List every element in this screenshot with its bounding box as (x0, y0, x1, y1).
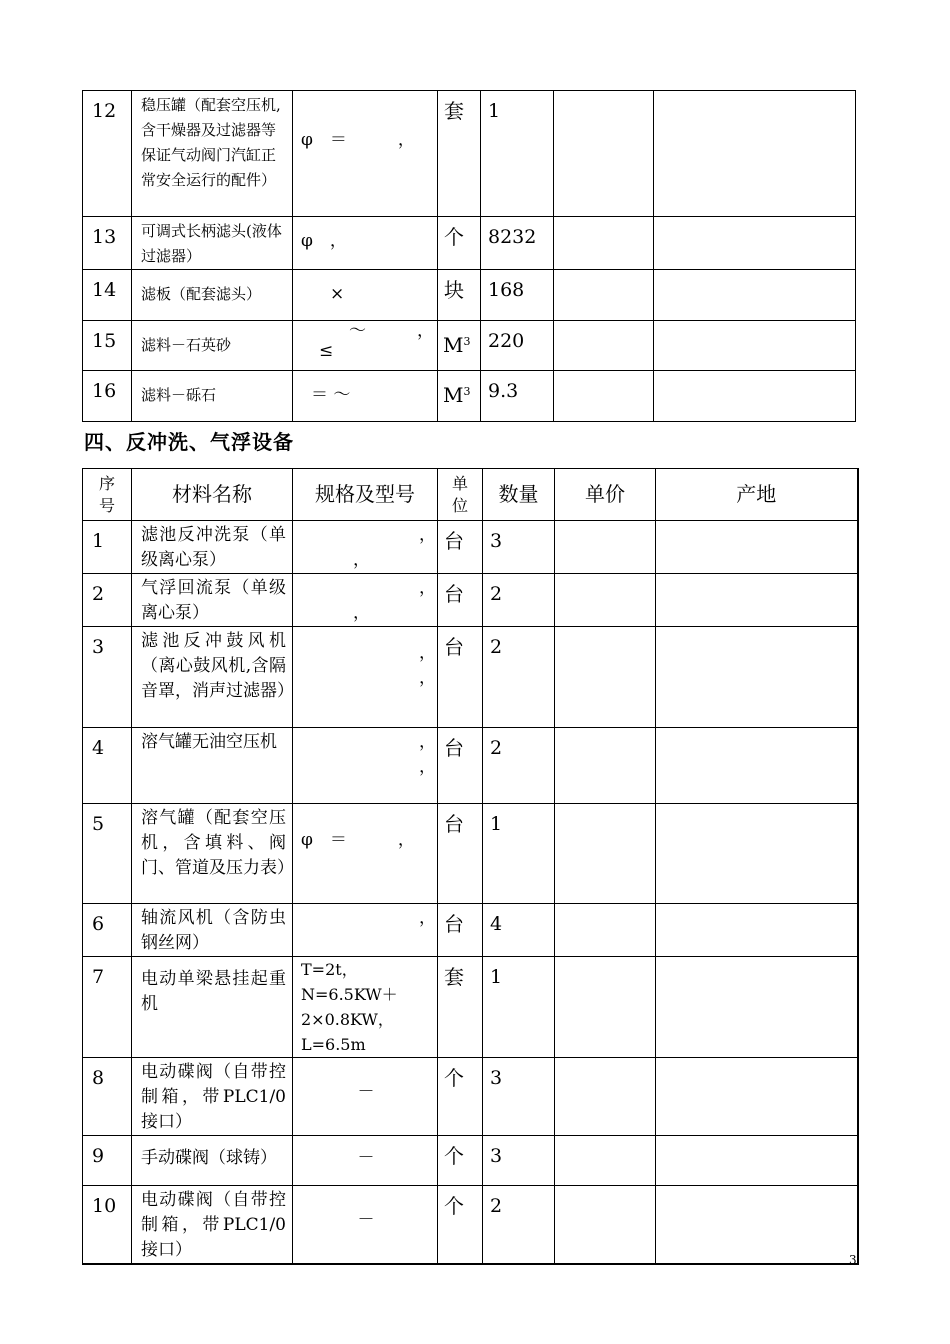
item-name: 滤板（配套滤头） (132, 270, 293, 321)
item-quantity: 3 (483, 521, 555, 574)
row-number: 9 (83, 1136, 132, 1186)
row-number: 7 (83, 957, 132, 1058)
item-spec: － (293, 1136, 438, 1186)
item-name: 滤池反冲洗泵（单级离心泵） (132, 521, 293, 574)
origin-cell (656, 627, 858, 728)
table-row (83, 574, 858, 627)
item-spec: φ ＝ ， (293, 91, 438, 217)
item-name: 稳压罐（配套空压机,含干燥器及过滤器等保证气动阀门汽缸正常安全运行的配件） (132, 91, 293, 217)
table-row (83, 217, 856, 270)
item-name: 滤料－石英砂 (132, 321, 293, 371)
spec-line: ， (419, 908, 436, 928)
item-spec: φ ＝ ， (293, 804, 438, 904)
item-spec: T=2t，N=6.5KW＋2×0.8KW，L=6.5m (293, 957, 438, 1058)
table-row (83, 521, 858, 574)
item-quantity: 4 (483, 904, 555, 957)
table-row (83, 270, 856, 321)
item-quantity: 3 (483, 1058, 555, 1136)
item-quantity: 1 (483, 957, 555, 1058)
item-spec: － (293, 1058, 438, 1136)
table-row (83, 91, 856, 217)
table-row (83, 1186, 858, 1265)
table-row (83, 1136, 858, 1186)
table-row (83, 627, 858, 728)
table-row (83, 728, 858, 804)
item-name: 电动碟阀（自带控制箱，带PLC1/0接口） (132, 1186, 293, 1265)
item-quantity: 1 (483, 804, 555, 904)
unit-price-cell (555, 904, 656, 957)
item-unit: 个 (438, 1058, 483, 1136)
item-quantity: 9.3 (481, 371, 554, 422)
unit-price-cell (555, 1186, 656, 1265)
header-no: 序号 (83, 469, 132, 521)
origin-cell (656, 1136, 858, 1186)
origin-cell (656, 728, 858, 804)
item-unit: 个 (438, 1136, 483, 1186)
unit-superscript: 3 (463, 385, 471, 398)
unit-label: M (443, 383, 464, 407)
table-header-row (83, 469, 858, 521)
item-spec: ＝ ～ (293, 371, 438, 422)
item-name: 可调式长柄滤头(液体过滤器） (132, 217, 293, 270)
origin-cell (654, 371, 856, 422)
row-number: 6 (83, 904, 132, 957)
spec-line: ， (419, 525, 436, 545)
item-quantity: 8232 (481, 217, 554, 270)
spec-line: ， (353, 550, 370, 570)
unit-price-cell (555, 1136, 656, 1186)
section-title: 四、反冲洗、气浮设备 (84, 430, 294, 454)
item-unit: 套 (438, 91, 481, 217)
origin-cell (656, 574, 858, 627)
unit-price-cell (554, 270, 654, 321)
unit-price-cell (555, 521, 656, 574)
row-number: 15 (83, 321, 132, 371)
table-row (83, 321, 856, 371)
spec-line: ， (419, 732, 436, 752)
unit-price-cell (555, 627, 656, 728)
unit-price-cell (555, 728, 656, 804)
item-quantity: 3 (483, 1136, 555, 1186)
origin-cell (654, 270, 856, 321)
row-number: 3 (83, 627, 132, 728)
item-quantity: 1 (481, 91, 554, 217)
row-number: 1 (83, 521, 132, 574)
item-name: 手动碟阀（球铸） (132, 1136, 293, 1186)
origin-cell (656, 521, 858, 574)
item-quantity: 2 (483, 728, 555, 804)
origin-cell (654, 217, 856, 270)
unit-price-cell (555, 957, 656, 1058)
origin-cell (654, 321, 856, 371)
origin-cell (656, 1186, 858, 1265)
item-unit: 个 (438, 217, 481, 270)
table-row (83, 904, 858, 957)
item-spec (293, 728, 438, 804)
unit-label: M (443, 333, 464, 357)
item-name: 气浮回流泵（单级离心泵） (132, 574, 293, 627)
item-quantity: 2 (483, 627, 555, 728)
item-spec (293, 627, 438, 728)
unit-superscript: 3 (463, 335, 471, 348)
table-row (83, 804, 858, 904)
unit-price-cell (554, 321, 654, 371)
unit-price-cell (554, 217, 654, 270)
header-origin: 产地 (656, 469, 858, 521)
spec-line: ， (353, 603, 370, 623)
unit-price-cell (555, 1058, 656, 1136)
item-spec (293, 904, 438, 957)
row-number: 14 (83, 270, 132, 321)
table-row (83, 957, 858, 1058)
item-unit: 套 (438, 957, 483, 1058)
item-quantity: 2 (483, 574, 555, 627)
item-unit: 台 (438, 904, 483, 957)
row-number: 2 (83, 574, 132, 627)
item-unit: 台 (438, 574, 483, 627)
spec-line: ， (419, 578, 436, 598)
item-unit: 台 (438, 804, 483, 904)
item-unit (438, 371, 481, 422)
page-number: 3 (849, 1253, 857, 1267)
item-name: 电动碟阀（自带控制箱，带PLC1/0接口） (132, 1058, 293, 1136)
table-row (83, 371, 856, 422)
item-unit: 块 (438, 270, 481, 321)
header-spec: 规格及型号 (293, 469, 438, 521)
item-spec (293, 321, 438, 371)
unit-price-cell (555, 574, 656, 627)
item-spec (293, 521, 438, 574)
table-row (83, 1058, 858, 1136)
item-quantity: 2 (483, 1186, 555, 1265)
item-quantity: 220 (481, 321, 554, 371)
item-unit: 个 (438, 1186, 483, 1265)
header-name: 材料名称 (132, 469, 293, 521)
spec-line: ， (419, 668, 436, 688)
origin-cell (656, 957, 858, 1058)
origin-cell (656, 804, 858, 904)
item-spec: φ ， (293, 217, 438, 270)
item-spec: × (293, 270, 438, 321)
item-name: 滤料－砾石 (132, 371, 293, 422)
item-name: 溶气罐（配套空压机，含填料、阀门、管道及压力表） (132, 804, 293, 904)
materials-table-continued (82, 90, 856, 422)
row-number: 4 (83, 728, 132, 804)
equipment-table (82, 468, 859, 1265)
spec-line: ， (419, 757, 436, 777)
unit-price-cell (555, 804, 656, 904)
item-unit: 台 (438, 627, 483, 728)
item-name: 轴流风机（含防虫钢丝网） (132, 904, 293, 957)
origin-cell (656, 904, 858, 957)
item-name: 溶气罐无油空压机 (132, 728, 293, 804)
item-spec: － (293, 1186, 438, 1265)
header-unit-price: 单价 (555, 469, 656, 521)
item-unit (438, 321, 481, 371)
item-quantity: 168 (481, 270, 554, 321)
spec-range: ～ ， (349, 321, 434, 341)
header-unit: 单位 (438, 469, 483, 521)
row-number: 10 (83, 1186, 132, 1265)
item-spec (293, 574, 438, 627)
spec-line: ， (419, 643, 436, 663)
row-number: 16 (83, 371, 132, 422)
spec-limit: ≤ (319, 341, 334, 361)
origin-cell (656, 1058, 858, 1136)
item-unit: 台 (438, 521, 483, 574)
unit-price-cell (554, 91, 654, 217)
header-quantity: 数量 (483, 469, 555, 521)
row-number: 8 (83, 1058, 132, 1136)
row-number: 12 (83, 91, 132, 217)
row-number: 5 (83, 804, 132, 904)
item-name: 滤池反冲鼓风机（离心鼓风机,含隔音罩，消声过滤器） (132, 627, 293, 728)
item-unit: 台 (438, 728, 483, 804)
row-number: 13 (83, 217, 132, 270)
origin-cell (654, 91, 856, 217)
item-name: 电动单梁悬挂起重机 (132, 957, 293, 1058)
unit-price-cell (554, 371, 654, 422)
